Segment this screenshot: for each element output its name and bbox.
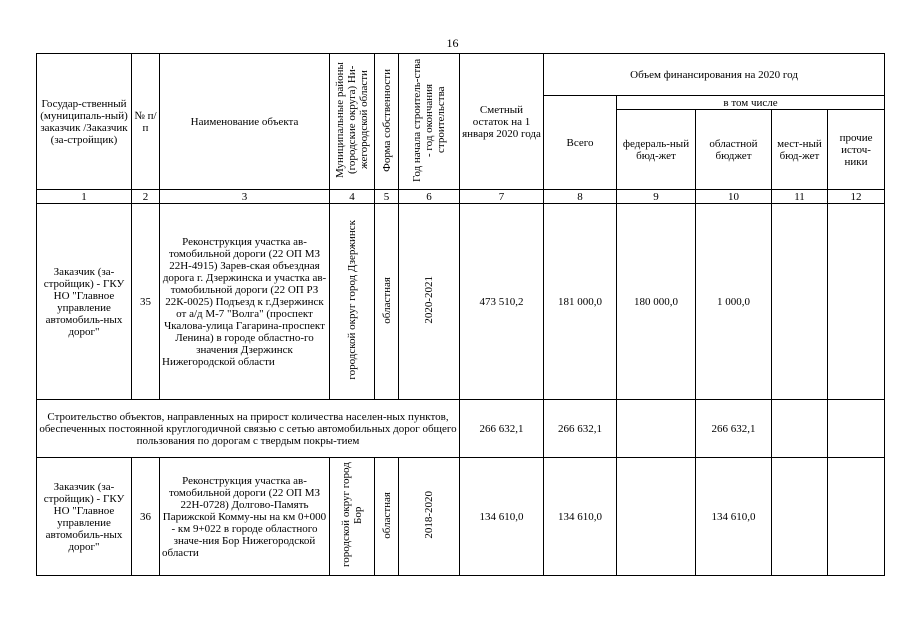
column-number: 4 [330,190,375,204]
header-years-text: Год начала строитель-ства - год окончания строительства [411,58,447,182]
header-total: Всего [544,96,617,190]
header-ownership [375,54,399,190]
row-years [399,458,460,576]
row-number: 36 [132,458,160,576]
row-estimate: 134 610,0 [460,458,544,576]
header-funding-group: Объем финансирования на 2020 год [544,54,885,96]
row-district-text: городской округ город Дзержинск [346,220,358,380]
header-ownership-text: Форма собственности [380,68,393,172]
row-district [330,204,375,400]
subtotal-regional: 266 632,1 [696,400,772,458]
table-row [37,458,885,576]
row-ownership-text: областная [380,491,393,539]
header-districts [330,54,375,190]
row-object-name: Реконструкция участка ав-томобильной дороги (22 ОП МЗ 22Н-4915) Зарев-ская объездная дорога г. Дзержинска и участка ав-томобильной дороги (22 ОП РЗ 22К-0025) Подъезд к г.Дзержинск от а/д М-7 "Волга" (проспект Чкалова-улица Гагарина-проспект Ленина) в городе областно-го значения Дзержинск Нижегородской области [160,204,330,400]
row-object-name: Реконструкция участка ав-томобильной дороги (22 ОП МЗ 22Н-0728) Долгово-Память Парижской Комму-ны на км 0+000 - км 9+022 в городе областного значе-ния Бор Нижегородской области [160,458,330,576]
row-federal [617,458,696,576]
row-total: 134 610,0 [544,458,617,576]
column-number: 7 [460,190,544,204]
page-number: 16 [446,36,459,50]
row-district [330,458,375,576]
row-years-text: 2018-2020 [423,491,435,539]
column-number: 9 [617,190,696,204]
row-estimate: 473 510,2 [460,204,544,400]
row-number: 35 [132,204,160,400]
table-row [37,204,885,400]
header-object-name: Наименование объекта [160,54,330,190]
header-districts-text: Муниципальные районы (городские округа) Ни-жегородской области [334,62,370,178]
row-regional: 134 610,0 [696,458,772,576]
subtotal-row [37,400,885,458]
header-number: № п/п [132,54,160,190]
subtotal-estimate: 266 632,1 [460,400,544,458]
header-other: прочие источ-ники [828,110,885,190]
header-including: в том числе [617,96,885,110]
row-customer: Заказчик (за-стройщик) - ГКУ НО "Главное управление автомобиль-ных дорог" [37,458,132,576]
subtotal-text: Строительство объектов, направленных на прирост количества населен-ных пунктов, обеспеченных постоянной круглогодичной связью с сетью автомобильных дорог общего пользования по дорогам с твердым покры-тием [37,400,460,458]
header-years [399,54,460,190]
financing-table [36,53,885,576]
header-regional: областной бюджет [696,110,772,190]
row-other [828,204,885,400]
column-number-row [37,190,885,204]
column-number: 12 [828,190,885,204]
column-number: 2 [132,190,160,204]
column-number: 11 [772,190,828,204]
header-estimate: Сметный остаток на 1 января 2020 года [460,54,544,190]
row-ownership [375,204,399,400]
column-number: 1 [37,190,132,204]
header-federal: федераль-ный бюд-жет [617,110,696,190]
header-local: мест-ный бюд-жет [772,110,828,190]
column-number: 5 [375,190,399,204]
column-number: 6 [399,190,460,204]
header-customer: Государ-ственный (муниципаль-ный) заказчик /Заказчик (за-стройщик) [37,54,132,190]
row-ownership-text: областная [380,276,393,324]
subtotal-federal [617,400,696,458]
column-number: 3 [160,190,330,204]
row-other [828,458,885,576]
row-local [772,458,828,576]
subtotal-local [772,400,828,458]
subtotal-other [828,400,885,458]
column-number: 8 [544,190,617,204]
row-regional: 1 000,0 [696,204,772,400]
column-number: 10 [696,190,772,204]
row-ownership [375,458,399,576]
row-district-text: городской округ город Бор [340,462,364,568]
row-total: 181 000,0 [544,204,617,400]
header-row-1 [37,54,885,96]
row-years [399,204,460,400]
row-customer: Заказчик (за-стройщик) - ГКУ НО "Главное управление автомобиль-ных дорог" [37,204,132,400]
row-years-text: 2020-2021 [423,276,435,324]
row-local [772,204,828,400]
subtotal-total: 266 632,1 [544,400,617,458]
row-federal: 180 000,0 [617,204,696,400]
